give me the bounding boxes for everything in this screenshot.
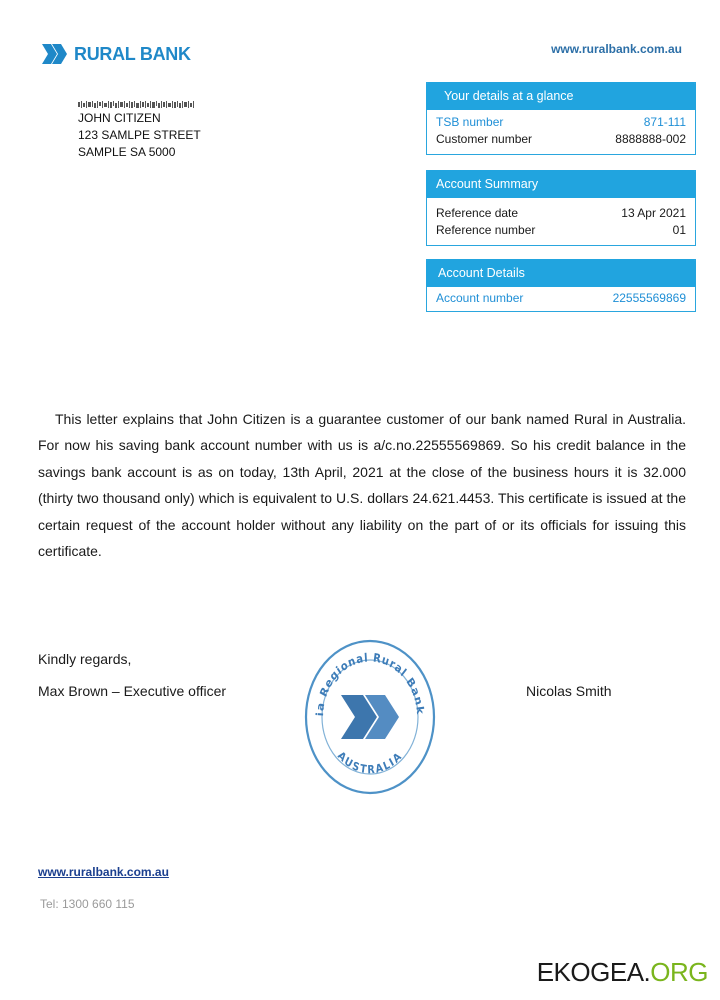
account-details-panel (426, 259, 696, 312)
panel-title: Your details at a glance (426, 82, 696, 110)
row-label: Reference number (436, 223, 536, 237)
details-at-a-glance-panel (426, 82, 696, 155)
watermark-part1: EKOGEA. (536, 957, 651, 987)
seal-ring-text: ia Regional Rural Bank (313, 650, 427, 717)
seal-bottom-text: AUSTRALIA (335, 749, 405, 777)
seal-logo-icon (341, 695, 399, 739)
tsb-number-row (436, 114, 686, 131)
bank-seal-stamp (303, 637, 437, 795)
reference-number-row (436, 222, 686, 239)
closing-regards: Kindly regards, (38, 651, 132, 667)
recipient-address (78, 101, 201, 161)
row-value: 01 (672, 223, 686, 237)
postal-barcode-icon (78, 101, 194, 108)
rural-bank-logo-icon (42, 44, 68, 64)
row-label: Reference date (436, 206, 519, 220)
row-label: Account number (436, 291, 524, 305)
header-url[interactable]: www.ruralbank.com.au (551, 42, 682, 56)
row-value: 871-111 (643, 115, 686, 129)
signatory-left: Max Brown – Executive officer (38, 683, 227, 699)
recipient-street: 123 SAMLPE STREET (78, 128, 201, 142)
recipient-name: JOHN CITIZEN (78, 111, 161, 125)
panel-title: Account Details (426, 259, 696, 287)
logo-text: RURAL BANK (74, 43, 191, 64)
watermark-part2: ORG (650, 957, 708, 987)
signatory-right: Nicolas Smith (526, 683, 612, 699)
account-number-row (436, 290, 686, 307)
row-value: 8888888-002 (615, 132, 686, 146)
footer-url[interactable]: www.ruralbank.com.au (38, 865, 169, 879)
row-label: Customer number (436, 132, 533, 146)
row-label: TSB number (436, 115, 504, 129)
bank-logo (42, 41, 191, 67)
row-value: 22555569869 (612, 291, 686, 305)
panel-title: Account Summary (426, 170, 696, 198)
customer-number-row (436, 131, 686, 148)
seal-icon (303, 637, 434, 793)
row-value: 13 Apr 2021 (621, 206, 686, 220)
account-summary-panel (426, 170, 696, 246)
letter-body: This letter explains that John Citizen is a guarantee customer of our bank named Rural in Australia. For now his saving bank account number with us is a/c.no.22555569869. So his credit balance in the savings bank account is as on today, 13th April, 2021 at the close of the business hours it is 32.000 (thirty two thousand only) which is equivalent to U.S. dollars 24.621.4453. This certificate is issued at the certain request of the account holder without any liability on the part of or its officials for issuing this certificate. (38, 411, 686, 560)
footer-telephone: Tel: 1300 660 115 (40, 897, 135, 911)
recipient-city: SAMPLE SA 5000 (78, 145, 176, 159)
reference-date-row (436, 205, 686, 222)
watermark (537, 957, 708, 988)
svg-text:AUSTRALIA (335, 749, 404, 776)
